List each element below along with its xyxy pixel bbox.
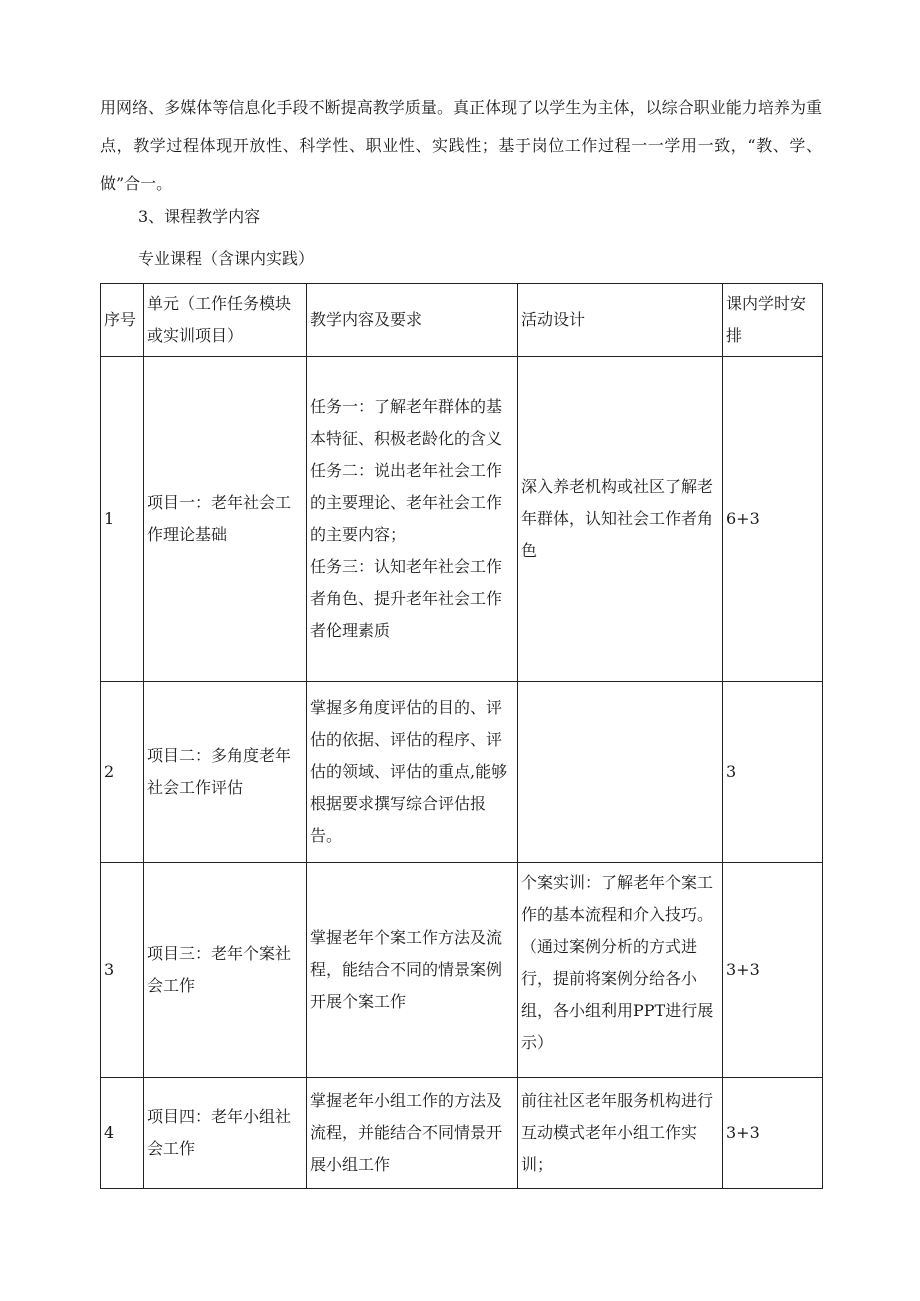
- section-subheading: 专业课程（含课内实践）: [138, 249, 315, 268]
- header-hours: 课内学时安排: [723, 284, 823, 357]
- cell-unit: 项目一：老年社会工作理论基础: [144, 357, 307, 682]
- cell-activity: [518, 682, 723, 863]
- cell-activity: 深入养老机构或社区了解老年群体，认知社会工作者角色: [518, 357, 723, 682]
- header-activity: 活动设计: [518, 284, 723, 357]
- table-row: [101, 1078, 823, 1189]
- table-row: [101, 357, 823, 682]
- cell-content: [307, 1078, 518, 1189]
- cell-activity: 个案实训：了解老年个案工作的基本流程和介入技巧。（通过案例分析的方式进行，提前将案例分给各小组，各小组利用PPT进行展示）: [518, 863, 723, 1078]
- intro-paragraph: 用网络、多媒体等信息化手段不断提高教学质量。真正体现了以学生为主体，以综合职业能力培养为重点，教学过程体现开放性、科学性、职业性、实践性；基于岗位工作过程一一学用一致，“教、学、做”合一。: [100, 98, 822, 193]
- cell-content: [307, 863, 518, 1078]
- course-content-table: [100, 283, 823, 1189]
- header-unit: 单元（工作任务模块或实训项目）: [144, 284, 307, 357]
- cell-activity: 前往社区老年服务机构进行互动模式老年小组工作实训；: [518, 1078, 723, 1189]
- cell-no: 4: [101, 1078, 144, 1189]
- cell-unit: 项目四：老年小组社会工作: [144, 1078, 307, 1189]
- header-content: 教学内容及要求: [307, 284, 518, 357]
- content-line: 任务三：认知老年社会工作者角色、提升老年社会工作者伦理素质: [310, 557, 503, 640]
- cell-no: 2: [101, 682, 144, 863]
- content-line: 任务二：说出老年社会工作的主要理论、老年社会工作的主要内容；: [310, 461, 503, 544]
- cell-no: 1: [101, 357, 144, 682]
- cell-hours: 3+3: [723, 863, 823, 1078]
- table-header-row: [101, 284, 823, 357]
- content-line: 掌握老年个案工作方法及流程，能结合不同的情景案例开展个案工作: [310, 928, 503, 1011]
- cell-no: 3: [101, 863, 144, 1078]
- content-line: 掌握多角度评估的目的、评估的依据、评估的程序、评估的领域、评估的重点,能够根据要求撰写综合评估报告。: [310, 698, 508, 845]
- cell-unit: 项目二：多角度老年社会工作评估: [144, 682, 307, 863]
- cell-hours: 3: [723, 682, 823, 863]
- cell-content: [307, 357, 518, 682]
- table-row: [101, 863, 823, 1078]
- content-line: 任务一：了解老年群体的基本特征、积极老龄化的含义: [310, 397, 503, 448]
- cell-hours: 3+3: [723, 1078, 823, 1189]
- section-heading: 3、课程教学内容: [138, 207, 261, 226]
- table-row: [101, 682, 823, 863]
- cell-unit: 项目三：老年个案社会工作: [144, 863, 307, 1078]
- cell-hours: 6+3: [723, 357, 823, 682]
- cell-content: [307, 682, 518, 863]
- content-line: 掌握老年小组工作的方法及流程，并能结合不同情景开展小组工作: [310, 1091, 503, 1174]
- header-no: 序号: [101, 284, 144, 357]
